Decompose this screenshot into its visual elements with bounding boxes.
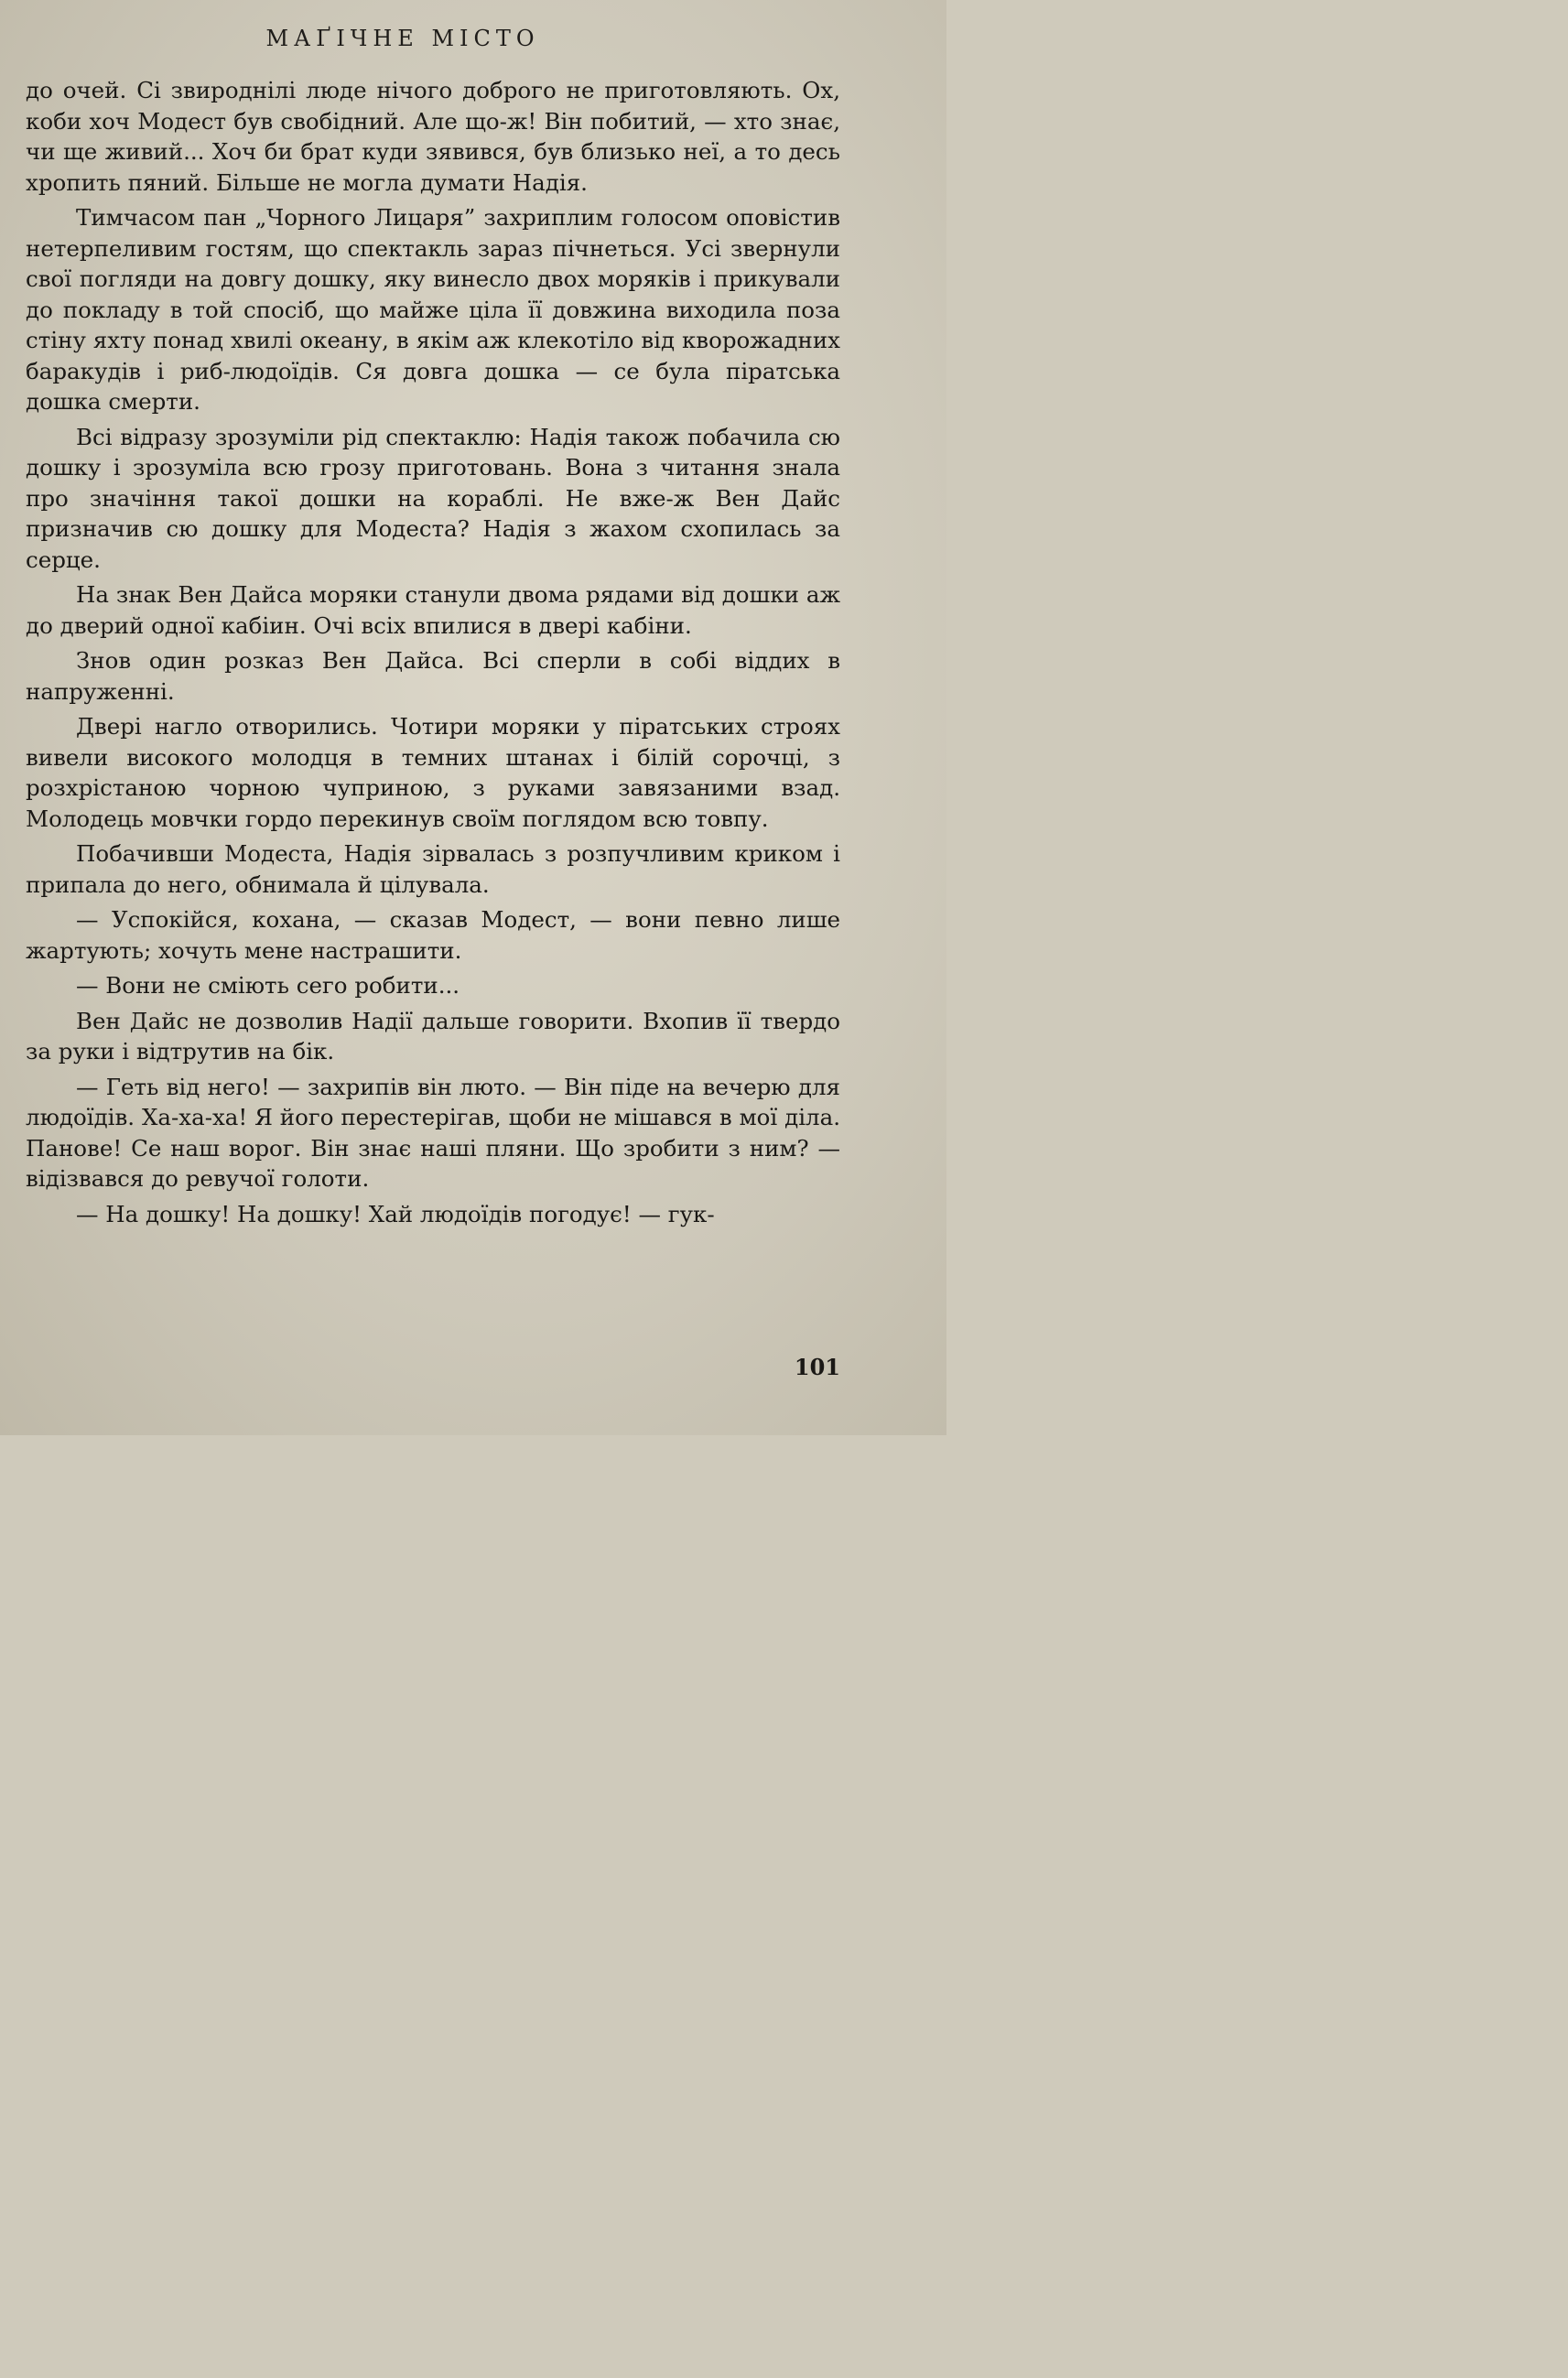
paragraph: — Успокійся, кохана, — сказав Модест, — вони певно лише жартують; хочуть мене настрашити. bbox=[26, 906, 840, 964]
running-head: МАҐІЧНЕ МІСТО bbox=[265, 26, 540, 51]
paragraph: Тимчасом пан „Чорного Лицаря” захриплим голосом оповістив нетерпеливим гостям, що спектакль зараз пічнеться. Усі звернули свої погляди на довгу дошку, яку винесло двох моряків і прикували до покладу в той спосіб, що майже ціла її довжина виходила поза стіну яхту понад хвилі океану, в якім аж клекотіло від кворожадних баракудів і риб-людоїдів. Ся довга дошка — се була піратська дошка смерти. bbox=[26, 204, 840, 415]
body-text bbox=[26, 75, 840, 1234]
paragraph: Побачивши Модеста, Надія зірвалась з розпучливим криком і припала до него, обнимала й цілувала. bbox=[26, 840, 840, 898]
paragraph: Двері нагло отворились. Чотири моряки у піратських строях вивели високого молодця в темних штанах і білій сорочці, з розхрістаною чорною чуприною, з руками завязаними взад. Молодець мовчки гордо перекинув своїм поглядом всю товпу. bbox=[26, 713, 840, 832]
book-page bbox=[0, 0, 946, 1435]
paragraph: до очей. Сі звироднілі люде нічого доброго не приготовляють. Ох, коби хоч Модест був свобідний. Але що-ж! Він побитий, — хто знає, чи ще живий... Хоч би брат куди зявився, був близько неї, а то десь хропить пяний. Більше не могла думати Надія. bbox=[26, 77, 840, 196]
paragraph: — Вони не сміють сего робити... bbox=[76, 972, 460, 999]
paragraph: На знак Вен Дайса моряки станули двома рядами від дошки аж до дверий одної кабіин. Очі всіх впилися в двері кабіни. bbox=[26, 581, 840, 639]
paragraph: Всі відразу зрозуміли рід спектаклю: Надія також побачила сю дошку і зрозуміла всю грозу приготовань. Вона з читання знала про значіння такої дошки на кораблі. Не вже-ж Вен Дайс призначив сю дошку для Модеста? Надія з жахом схопилась за серце. bbox=[26, 423, 840, 573]
paragraph: Вен Дайс не дозволив Надії дальше говорити. Вхопив її твердо за руки і відтрутив на бік. bbox=[26, 1007, 840, 1065]
page-number: 101 bbox=[794, 1354, 840, 1380]
paragraph: — Геть від него! — захрипів він люто. — Він піде на вечерю для людоїдів. Ха-ха-ха! Я його перестерігав, щоби не мішався в мої діла. Панове! Се наш ворог. Він знає наші пляни. Що зробити з ним? — відізвався до ревучої голоти. bbox=[26, 1073, 840, 1192]
paragraph: Знов один розказ Вен Дайса. Всі сперли в собі віддих в напруженні. bbox=[26, 647, 840, 705]
paragraph: — На дошку! На дошку! Хай людоїдів погодує! — гук- bbox=[76, 1200, 715, 1227]
